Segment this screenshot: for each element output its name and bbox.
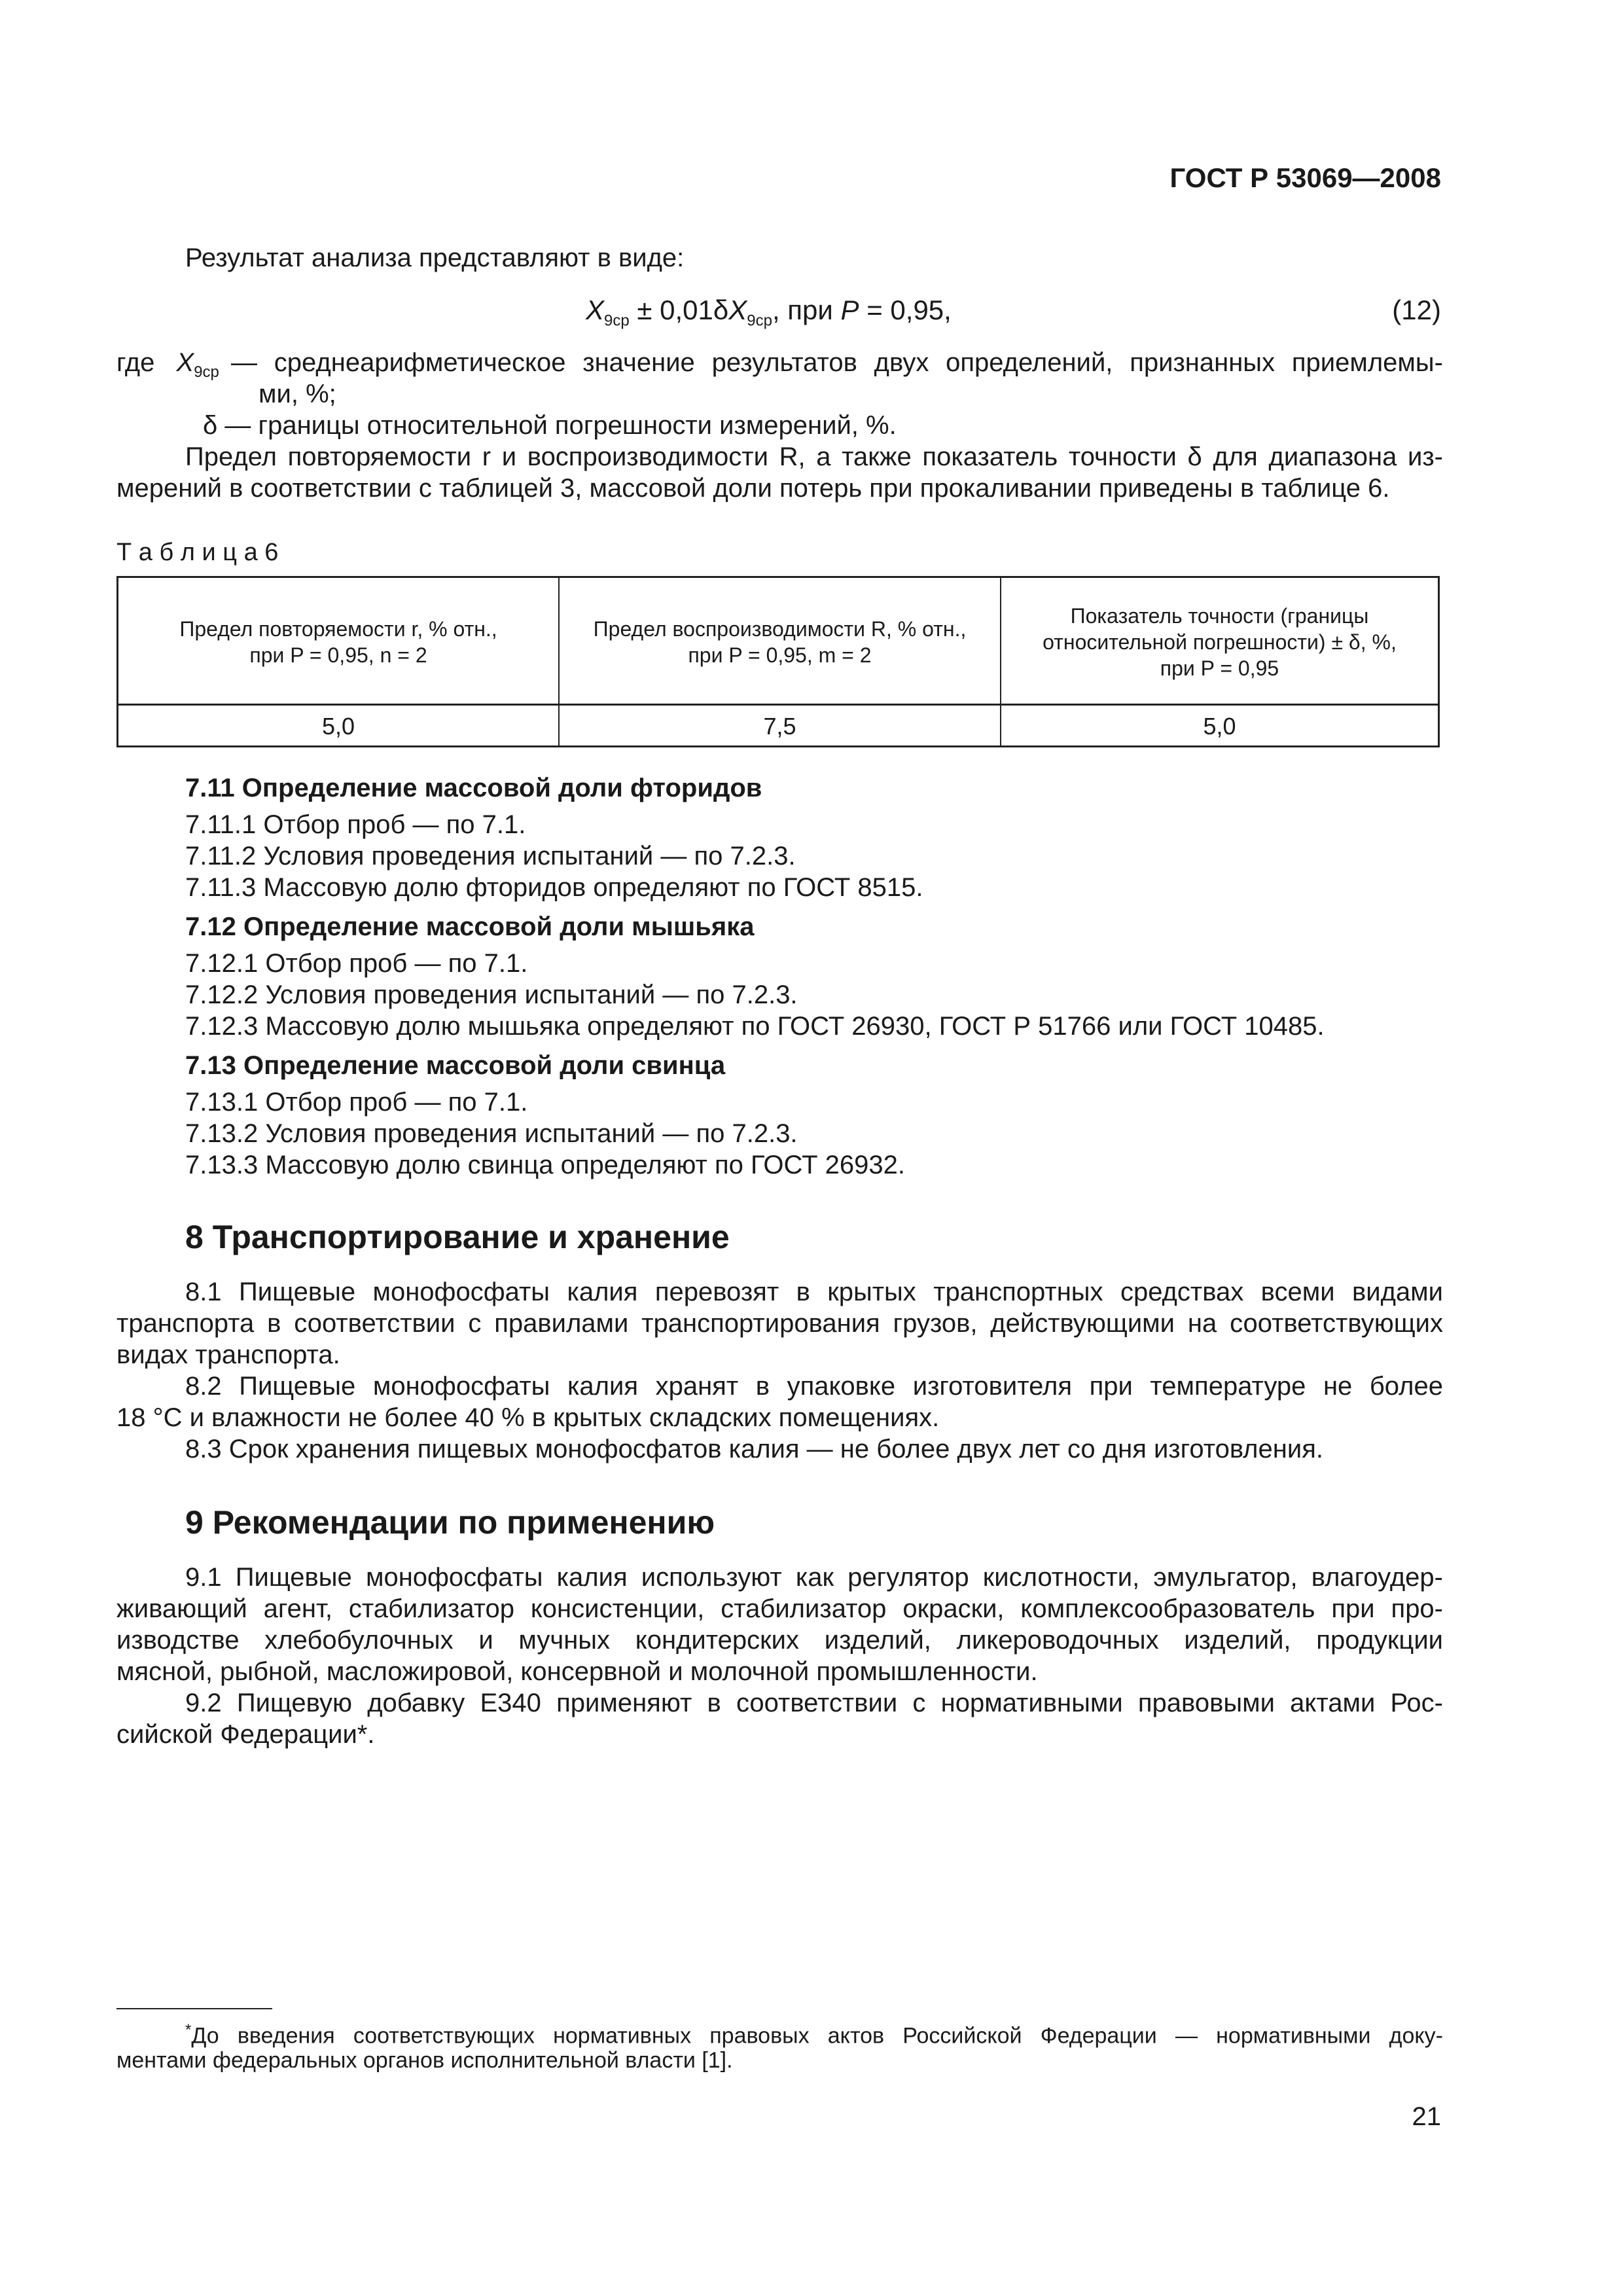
- section-9-1-line-2: живающий агент, стабилизатор консистенции, стабилизатор окраски, комплексообразователь при про-: [116, 1594, 1443, 1623]
- item-7-11-2: 7.11.2 Условия проведения испытаний — по 7.2.3.: [185, 842, 796, 870]
- table-header-repeatability: [118, 578, 558, 706]
- section-9-1-line-1: 9.1 Пищевые монофосфаты калия используют как регулятор кислотности, эмульгатор, влагоудер-: [185, 1563, 1443, 1592]
- formula-p: P: [840, 295, 859, 325]
- formula-tail: , при: [772, 295, 841, 325]
- footnote-line-2: ментами федеральных органов исполнительной власти [1].: [116, 2048, 733, 2073]
- where-x-desc-2: ми, %;: [259, 380, 336, 408]
- table-value-repeatability: 5,0: [321, 713, 355, 740]
- table-value-accuracy: 5,0: [1203, 713, 1236, 740]
- section-9-2-line-1: 9.2 Пищевую добавку Е340 применяют в соответствии с нормативными правовыми актами Рос-: [185, 1689, 1443, 1717]
- header-3-line-2: относительной погрешности) ± δ, %,: [1043, 630, 1397, 654]
- table-header-reproducibility: [560, 578, 1000, 706]
- section-8-2-line-2: 18 °С и влажности не более 40 % в крытых складских помещениях.: [116, 1403, 940, 1432]
- section-8-title: 8 Транспортирование и хранение: [185, 1219, 730, 1255]
- section-7-11-title: 7.11 Определение массовой доли фторидов: [185, 774, 762, 802]
- item-7-13-2: 7.13.2 Условия проведения испытаний — по 7.2.3.: [185, 1119, 798, 1148]
- section-9-title: 9 Рекомендации по применению: [185, 1504, 715, 1541]
- table-header-accuracy: [1001, 578, 1438, 706]
- section-9-1-line-3: изводстве хлебобулочных и мучных кондитерских изделий, ликероводочных изделий, продукции: [116, 1626, 1443, 1655]
- header-1-line-1: Предел повторяемости r, % отн.,: [179, 617, 497, 641]
- section-8-3: 8.3 Срок хранения пищевых монофосфатов калия — не более двух лет со дня изготовления.: [185, 1435, 1323, 1463]
- table-caption: Т а б л и ц а 6: [116, 539, 279, 566]
- intro-text: Результат анализа представляют в виде:: [185, 243, 685, 272]
- item-7-12-3: 7.12.3 Массовую долю мышьяка определяют по ГОСТ 26930, ГОСТ Р 51766 или ГОСТ 10485.: [185, 1012, 1325, 1041]
- page-number: 21: [1412, 2102, 1441, 2131]
- footnote-line-1: [185, 2016, 1443, 2050]
- formula-sub2: 9ср: [747, 312, 772, 330]
- table-6: [116, 576, 1440, 747]
- formula-mid: ± 0,01δ: [629, 295, 729, 325]
- section-7-12-title: 7.12 Определение массовой доли мышьяка: [185, 912, 755, 941]
- section-8-1-line-3: видах транспорта.: [116, 1340, 340, 1369]
- footnote-separator: [116, 2008, 272, 2009]
- where-lead: где: [116, 348, 155, 377]
- footnote-mark: *: [185, 2021, 192, 2039]
- formula-x2: X: [728, 295, 747, 325]
- formula-12: [586, 295, 952, 336]
- header-2-line-1: Предел воспроизводимости R, % отн.,: [593, 617, 967, 641]
- where-line-1: [116, 347, 219, 388]
- item-7-13-1: 7.13.1 Отбор проб — по 7.1.: [185, 1088, 528, 1117]
- section-9-1-line-4: мясной, рыбной, масложировой, консервной и молочной промышленности.: [116, 1657, 1038, 1686]
- section-9-2-line-2: сийской Федерации*.: [116, 1720, 375, 1749]
- item-7-11-3: 7.11.3 Массовую долю фторидов определяют по ГОСТ 8515.: [185, 873, 923, 902]
- section-7-13-title: 7.13 Определение массовой доли свинца: [185, 1051, 726, 1080]
- where-delta-desc: δ — границы относительной погрешности измерений, %.: [203, 411, 897, 440]
- formula-number: (12): [1392, 295, 1441, 325]
- section-8-1-line-2: транспорта в соответствии с правилами транспортирования грузов, действующими на соответствующих: [116, 1309, 1443, 1338]
- section-8-1-line-1: 8.1 Пищевые монофосфаты калия перевозят в крытых транспортных средствах всеми видами: [185, 1278, 1443, 1306]
- footnote-text-1: До введения соответствующих нормативных правовых актов Российской Федерации — нормативными доку-: [191, 2023, 1443, 2049]
- formula-sub1: 9ср: [604, 312, 630, 330]
- header-1-line-2: при P = 0,95, n = 2: [249, 643, 427, 667]
- table-value-reproducibility: 7,5: [763, 713, 796, 740]
- item-7-13-3: 7.13.3 Массовую долю свинца определяют по ГОСТ 26932.: [185, 1151, 905, 1179]
- formula-x1: X: [586, 295, 605, 325]
- item-7-12-1: 7.12.1 Отбор проб — по 7.1.: [185, 949, 528, 978]
- item-7-11-1: 7.11.1 Отбор проб — по 7.1.: [185, 810, 526, 839]
- document-code: ГОСТ Р 53069—2008: [1169, 162, 1441, 193]
- formula-eq: = 0,95,: [859, 295, 952, 325]
- limits-paragraph-line-1: Предел повторяемости r и воспроизводимости R, а также показатель точности δ для диапазона из-: [185, 442, 1443, 471]
- where-x: X: [176, 348, 194, 377]
- where-sub: 9ср: [194, 363, 219, 381]
- limits-paragraph-line-2: мерений в соответствии с таблицей 3, массовой доли потерь при прокаливании приведены в таблице 6.: [116, 474, 1390, 503]
- header-2-line-2: при P = 0,95, m = 2: [688, 643, 872, 667]
- header-3-line-3: при P = 0,95: [1160, 656, 1279, 680]
- item-7-12-2: 7.12.2 Условия проведения испытаний — по 7.2.3.: [185, 980, 798, 1009]
- section-8-2-line-1: 8.2 Пищевые монофосфаты калия хранят в упаковке изготовителя при температуре не более: [185, 1372, 1443, 1401]
- where-x-desc-1: — среднеарифметическое значение результатов двух определений, признанных приемлемы-: [231, 348, 1443, 377]
- header-3-line-1: Показатель точности (границы: [1070, 603, 1369, 628]
